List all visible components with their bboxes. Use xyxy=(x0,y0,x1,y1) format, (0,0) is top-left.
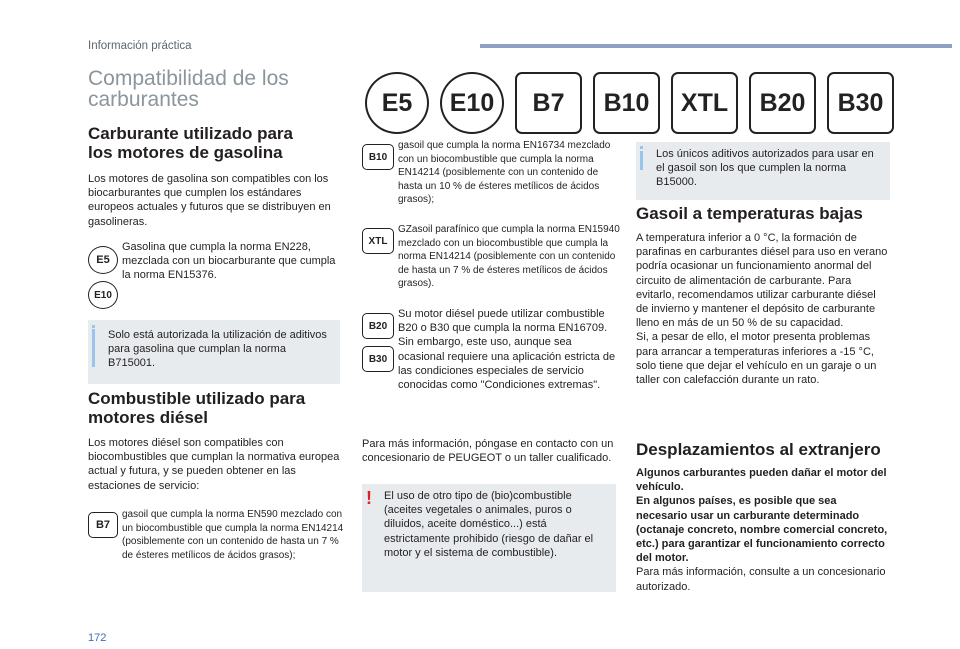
abroad-text: Algunos carburantes pueden dañar el motor del vehículo. En algunos países, es posible que sea necesario usar un carburante determinado (octanaje concreto, nombre comercial concreto, etc.) para garantizar el funcionamiento correcto del motor. Para más información, consulte a un concesionario autorizado. xyxy=(636,467,888,593)
cold-text: A temperatura inferior a 0 °C, la formación de parafinas en carburantes diésel para uso en verano podría ocasionar un funcionamiento anormal del circuito de alimentación de carburante. Para evitarlo, recomendamos utilizar carburante diésel de invierno y mantener el depósito de carburante lleno en más de un 50 % de su capacidad. Si, a pesar de ello, el motor presenta problemas para arrancar a temperaturas inferiores a -15 °C, solo tiene que dejar el vehículo en un garaje o un taller con calefacción durante un rato. xyxy=(636,232,888,387)
fuel-badge-xtl: XTL xyxy=(671,72,738,134)
abroad-heading: Desplazamientos al extranjero xyxy=(636,440,881,459)
b10-text: gasoil que cumpla la norma EN16734 mezclado con un biocombustible que cumpla la norma EN14214 (posiblemente con un contenido de hasta un 10 % de ésteres metílicos de ácidos grasos); xyxy=(398,140,611,206)
fuel-badge-b10: B10 xyxy=(593,72,660,134)
fuel-badge-e5: E5 xyxy=(365,72,429,134)
diesel-intro: Los motores diésel son compatibles con biocombustibles que cumplan la normativa europea actual y futura, y se pueden obtener en las estaciones de servicio: xyxy=(88,437,340,492)
gasoline-standard-text: Gasolina que cumpla la norma EN228, mezclada con un biocarburante que cumpla la norma EN15376. xyxy=(122,241,336,282)
b20-b30-text: Su motor diésel puede utilizar combustible B20 o B30 que cumpla la norma EN16709. Sin embargo, este uso, aunque sea ocasional requiere una aplicación estricta de las condiciones especiales de servicio conocidas como "Condiciones extremas". xyxy=(398,308,616,392)
note-text: Solo está autorizada la utilización de aditivos para gasolina que cumplan la norma B715001. xyxy=(108,329,327,370)
b7-text: gasoil que cumpla la norma EN590 mezclado con un biocombustible que cumpla la norma EN14214 (posiblemente con un contenido de hasta un 7 % de ésteres metílicos de ácidos grasos); xyxy=(122,509,344,561)
diesel-heading: Combustible utilizado para motores diésel xyxy=(88,389,306,427)
badge-b10-icon: B10 xyxy=(362,144,394,170)
gasoline-heading: Carburante utilizado para los motores de gasolina xyxy=(88,124,293,162)
warning-icon: ! xyxy=(366,488,372,508)
section-title: Información práctica xyxy=(88,40,192,52)
fuel-badge-e10: E10 xyxy=(440,72,504,134)
badge-b20-icon: B20 xyxy=(362,313,394,339)
badge-xtl-icon: XTL xyxy=(362,228,394,254)
warning-text: El uso de otro tipo de (bio)combustible (aceites vegetales o animales, puros o diluidos, aceite doméstico...) está estrictamente prohibido (riesgo de dañar el motor y el sistema de combustible). xyxy=(384,490,594,559)
fuel-badge-b7: B7 xyxy=(515,72,582,134)
fuel-badge-b20: B20 xyxy=(749,72,816,134)
badge-b7-icon: B7 xyxy=(88,512,118,538)
gasoline-intro: Los motores de gasolina son compatibles con los biocarburantes que cumplen los estándares europeos actuales y futuros que se distribuyen en gasolineras. xyxy=(88,173,331,228)
info-icon xyxy=(640,146,643,149)
gasoline-additives-note xyxy=(88,320,340,384)
header-rule xyxy=(480,44,952,48)
badge-e10-icon: E10 xyxy=(88,281,118,309)
fuel-warning-note xyxy=(362,484,616,592)
info-icon xyxy=(92,325,95,328)
badge-b30-icon: B30 xyxy=(362,346,394,372)
badge-e5-icon: E5 xyxy=(88,246,118,274)
page-title: Compatibilidad de los carburantes xyxy=(88,67,289,111)
more-info-text: Para más información, póngase en contacto con un concesionario de PEUGEOT o un taller cualificado. xyxy=(362,438,614,465)
note-text: Los únicos aditivos autorizados para usar en el gasoil son los que cumplen la norma B15000. xyxy=(656,148,874,189)
diesel-additives-note xyxy=(636,142,890,200)
fuel-badge-b30: B30 xyxy=(827,72,894,134)
page-number: 172 xyxy=(88,632,107,644)
cold-heading: Gasoil a temperaturas bajas xyxy=(636,204,863,223)
xtl-text: GZasoil parafínico que cumpla la norma EN15940 mezclado con un biocombustible que cumpla la norma EN14214 (posiblemente con un contenido de hasta un 7 % de ésteres metílicos de ácidos grasos). xyxy=(398,224,620,290)
